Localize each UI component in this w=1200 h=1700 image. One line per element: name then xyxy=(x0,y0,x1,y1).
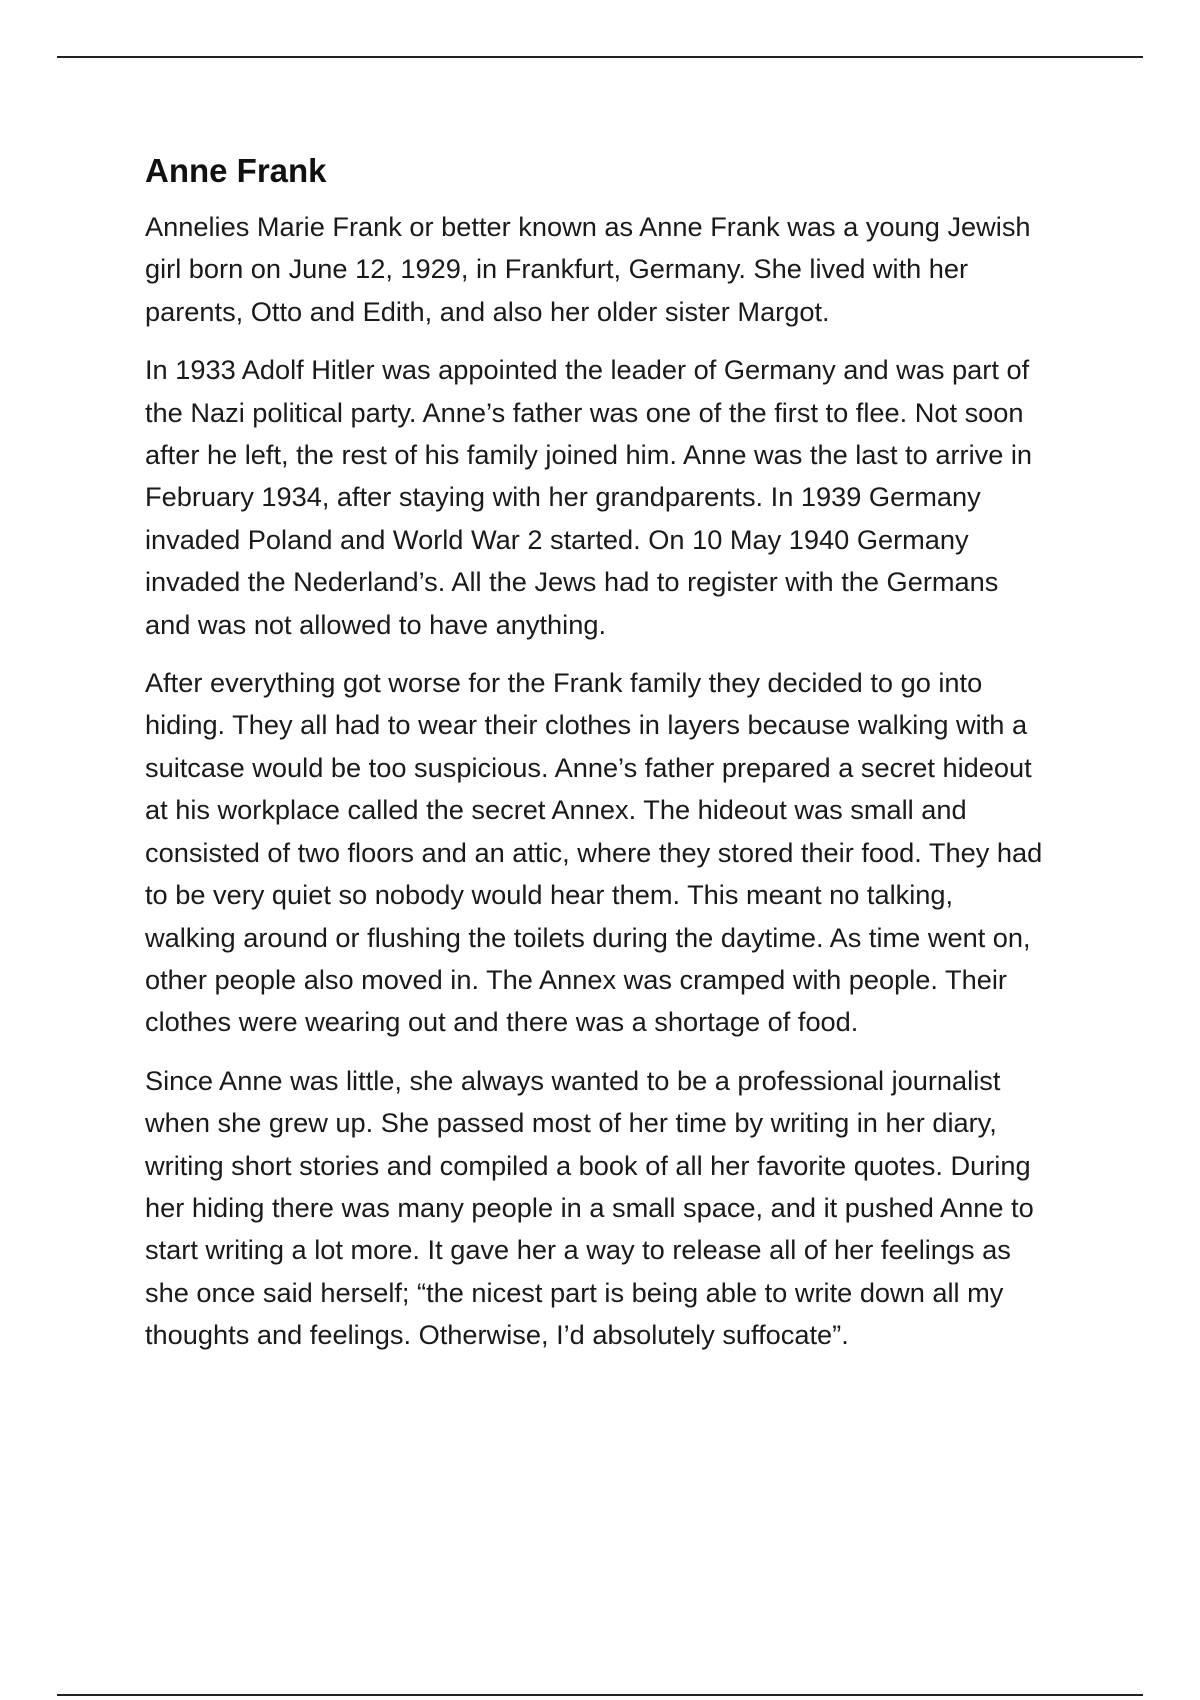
footer-rule xyxy=(57,1694,1143,1696)
document-title: Anne Frank xyxy=(145,152,327,189)
document-body xyxy=(145,148,1045,1373)
paragraph-writing: Since Anne was little, she always wanted to be a professional journalist when she grew up. She passed most of her time by writing in her diary, writing short stories and compiled a book of all her favorite quotes. During her hiding there was many people in a small space, and it pushed Anne to start writing a lot more. It gave her a way to release all of her feelings as she once said herself; “the nicest part is being able to write down all my thoughts and feelings. Otherwise, I’d absolutely suffocate”. xyxy=(145,1064,1034,1351)
header-rule xyxy=(57,56,1143,58)
paragraph-nazi-rise: In 1933 Adolf Hitler was appointed the leader of Germany and was part of the Nazi political party. Anne’s father was one of the first to flee. Not soon after he left, the rest of his family joined him. Anne was the last to arrive in February 1934, after staying with her grandparents. In 1939 Germany invaded Poland and World War 2 started. On 10 May 1940 Germany invaded the Nederland’s. All the Jews had to register with the Germans and was not allowed to have anything. xyxy=(145,354,1033,640)
paragraph-early-life: Annelies Marie Frank or better known as Anne Frank was a young Jewish girl born on June 12, 1929, in Frankfurt, Germany. She lived with her parents, Otto and Edith, and also her older sister Margot. xyxy=(145,211,1031,327)
paragraph-hiding: After everything got worse for the Frank family they decided to go into hiding. They all had to wear their clothes in layers because walking with a suitcase would be too suspicious. Anne’s father prepared a secret hideout at his workplace called the secret Annex. The hideout was small and consisted of two floors and an attic, where they stored their food. They had to be very quiet so nobody would hear them. This meant no talking, walking around or flushing the toilets during the daytime. As time went on, other people also moved in. The Annex was cramped with people. Their clothes were wearing out and there was a shortage of food. xyxy=(145,667,1043,1038)
